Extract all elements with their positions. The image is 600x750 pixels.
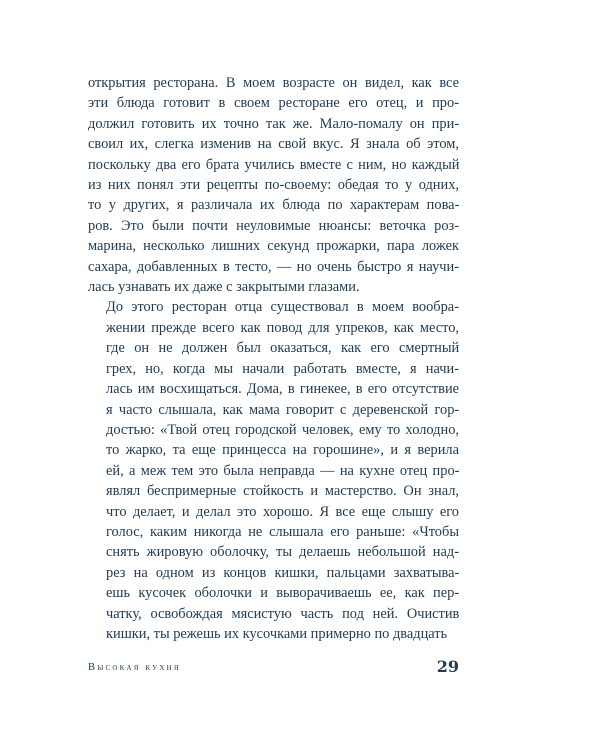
running-title: Высокая кухня [88, 662, 181, 673]
text-line: я часто слышала, как мама говорит с деревенской гор- [106, 401, 459, 418]
text-line: лась им восхищаться. Дома, в гинекее, в его отсутствие [106, 381, 459, 398]
text-line: должил готовить их точно так же. Мало-помалу он при- [88, 115, 459, 132]
text-line: марина, несколько лишних секунд прожарки, пара ложек [88, 238, 459, 255]
text-line: что делает, и делал это хорошо. Я все еще слышу его [106, 503, 459, 520]
text-line: открытия ресторана. В моем возрасте он видел, как все [88, 75, 459, 91]
text-line: эти блюда готовит в своем ресторане его отец, и про- [88, 95, 459, 112]
text-line: лась узнавать их даже с закрытыми глазами. [88, 279, 360, 296]
text-line: чатку, освобождая мясистую часть под ней. Очистив [106, 605, 459, 622]
text-line: ей, а меж тем это была неправда — на кухне отец про- [106, 462, 459, 479]
text-line: достью: «Твой отец городской человек, ему то холодно, [106, 421, 459, 438]
text-line: то жарко, та еще принцесса на горошине», и я верила [106, 442, 459, 459]
text-line: из них понял эти рецепты по-своему: обедая то у одних, [88, 177, 459, 194]
text-line: До этого ресторан отца существовал в моем вообра- [106, 299, 459, 316]
paragraph [88, 73, 459, 297]
text-line: голос, каким никогда не слышала его раньше: «Чтобы [106, 523, 459, 540]
text-line: являл беспримерные стойкость и мастерство. Он знал, [106, 483, 459, 500]
page-number: 29 [436, 657, 459, 676]
text-line: сахара, добавленных в тесто, — но очень быстро я научи- [88, 258, 459, 275]
text-line: где он не должен был оказаться, как его смертный [106, 340, 459, 357]
text-line: кишки, ты режешь их кусочками примерно по двадцать [106, 625, 448, 642]
text-line: рез на одном из концов кишки, пальцами захватыва- [106, 564, 459, 581]
text-line: грех, но, когда мы начали работать вместе, я начи- [106, 360, 459, 377]
text-line: поскольку два его брата учились вместе с ним, но каждый [88, 156, 459, 173]
text-line: ешь кусочек оболочки и выворачиваешь ее, как пер- [106, 585, 459, 602]
text-line: снять жировую оболочку, ты делаешь небольшой над- [106, 544, 459, 561]
text-line: ров. Это были почти неуловимые нюансы: веточка роз- [88, 217, 459, 234]
paragraph [88, 297, 459, 644]
body-text [88, 73, 459, 644]
text-line: жении прежде всего как повод для упреков, как место, [106, 319, 459, 336]
text-line: то у других, я различала их блюда по характерам пова- [88, 197, 459, 214]
text-line: своил их, слегка изменив на свой вкус. Я знала об этом, [88, 136, 459, 153]
page-footer [88, 657, 459, 680]
